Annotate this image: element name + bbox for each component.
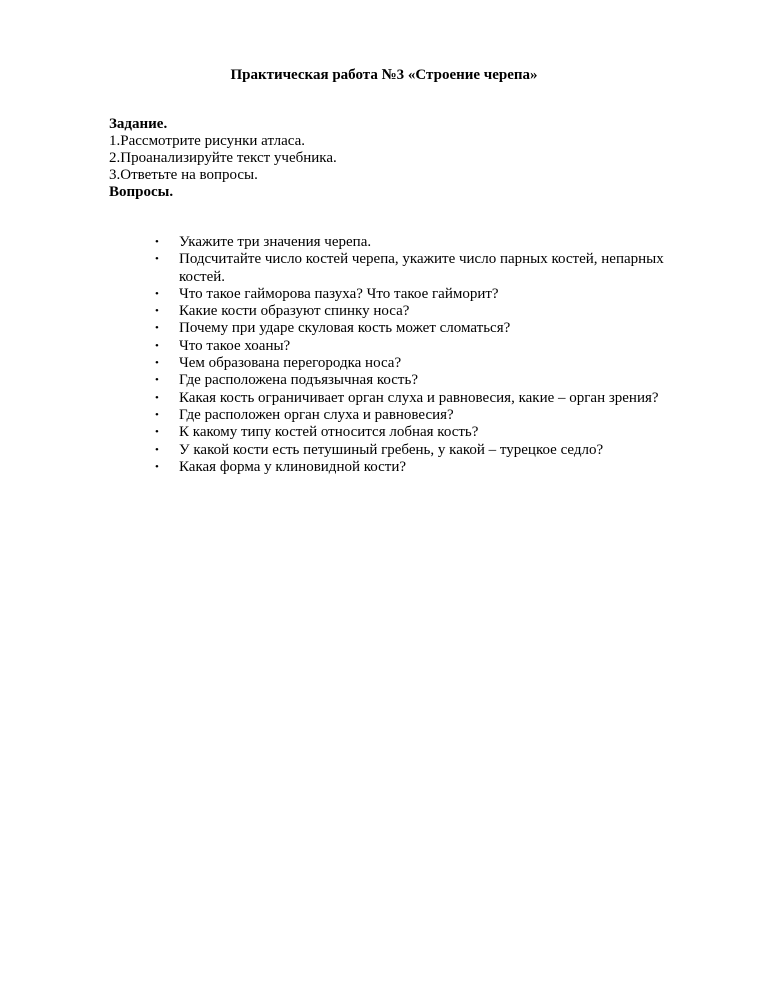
task-line: 3.Ответьте на вопросы. [109,167,258,183]
questions-heading: Вопросы. [109,184,174,200]
list-item [155,442,695,459]
list-item [155,390,695,407]
list-item [155,407,695,424]
document-title: Практическая работа №3 «Строение черепа» [230,67,538,83]
list-item [155,303,695,320]
list-item [155,338,695,355]
question-text: Какие кости образуют спинку носа? [179,303,410,320]
question-text: К какому типу костей относится лобная кость? [179,424,479,441]
list-item [155,372,695,389]
question-text: Почему при ударе скуловая кость может сломаться? [179,320,511,337]
bullet-icon: • [155,374,159,387]
bullet-icon: • [155,236,159,248]
bullet-icon: • [155,460,159,473]
list-item [155,424,695,441]
list-item [155,320,695,337]
question-text: Какая форма у клиновидной кости? [179,458,407,475]
question-text: У какой кости есть петушиный гребень, у какой – турецкое седло? [179,441,604,458]
bullet-icon: • [155,287,159,300]
bullet-icon: • [155,253,159,266]
question-text: Где расположен орган слуха и равновесия? [179,406,454,423]
bullet-icon: • [155,408,159,421]
question-text: Где расположена подъязычная кость? [179,372,418,389]
task-line: 1.Рассмотрите рисунки атласа. [109,133,306,149]
question-text: Что такое хоаны? [179,337,291,354]
bullet-icon: • [155,426,159,439]
task-heading: Задание. [109,116,168,132]
list-item [155,251,695,286]
question-text: Подсчитайте число костей черепа, укажите число парных костей, непарных костей. [179,251,664,285]
task-section [109,116,337,184]
list-item [155,459,695,476]
question-text: Укажите три значения черепа. [179,234,372,250]
list-item [155,355,695,372]
list-item [155,234,695,251]
questions-list [155,234,695,476]
question-text: Что такое гайморова пазуха? Что такое гайморит? [179,285,499,302]
bullet-icon: • [155,339,159,352]
task-line: 2.Проанализируйте текст учебника. [109,150,337,166]
bullet-icon: • [155,443,159,456]
question-text: Какая кость ограничивает орган слуха и равновесия, какие – орган зрения? [179,389,659,406]
bullet-icon: • [155,357,159,370]
bullet-icon: • [155,305,159,318]
bullet-icon: • [155,391,159,404]
bullet-icon: • [155,322,159,335]
list-item [155,286,695,303]
question-text: Чем образована перегородка носа? [179,355,402,372]
